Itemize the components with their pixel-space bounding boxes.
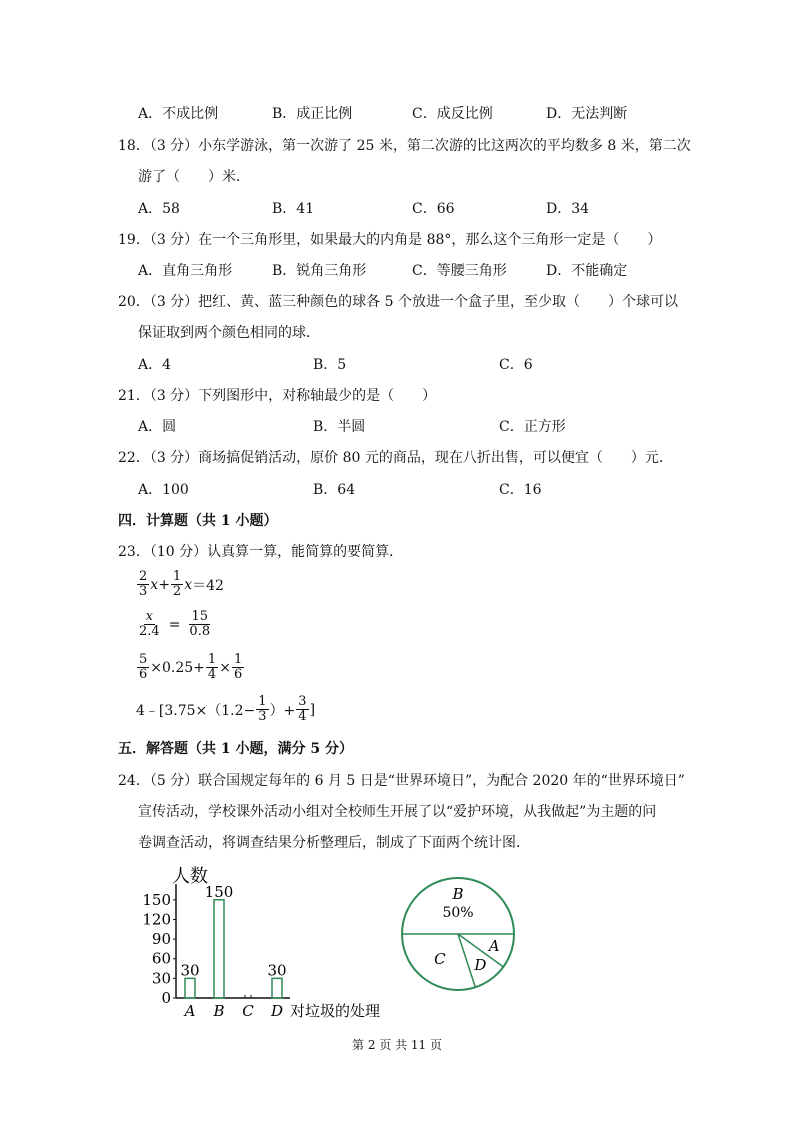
q20-stem-line2: 保证取到两个颜色相同的球． (138, 325, 320, 341)
pie-slice-label: D (474, 955, 487, 974)
fraction (171, 570, 183, 599)
q24-stem-line3: 卷调查活动，将调查结果分析整理后，制成了下面两个统计图． (138, 835, 530, 851)
q22-option-b: B．64 (313, 482, 356, 498)
denominator: 3 (139, 584, 148, 599)
bar (214, 900, 224, 998)
fraction (232, 653, 244, 682)
pie-slice-label: B (452, 885, 464, 904)
denominator: 0.8 (189, 624, 211, 639)
y-tick-label: 30 (151, 969, 171, 988)
numerator: 15 (191, 609, 209, 624)
denominator: 2.4 (139, 624, 160, 639)
section-heading-answer: 五．解答题（共 1 小题，满分 5 分） (118, 741, 353, 757)
fraction (137, 570, 149, 599)
q19-option-b: B．锐角三角形 (272, 263, 367, 279)
q21-option-a: A．圆 (138, 419, 177, 435)
fraction (137, 610, 162, 639)
denominator: 3 (258, 709, 267, 724)
operator: = (168, 616, 181, 633)
numerator: 2 (139, 569, 148, 584)
q18-stem-line1: 18．（3 分）小东学游泳，第一次游了 25 米，第二次游的比这两次的平均数多 8 米，第二次 (118, 138, 691, 154)
q23-expression-4 (136, 695, 315, 724)
pie-slice-label: C (434, 949, 446, 968)
x-tick-label: B (213, 1002, 225, 1020)
y-axis-label: 人数 (172, 866, 208, 887)
fraction (296, 695, 308, 724)
x-axis-label: 对垃圾的处理 (290, 1002, 381, 1020)
bar-value-label: 30 (180, 961, 200, 980)
pie-divider (458, 934, 475, 987)
q23-stem: 23．（10 分）认真算一算，能简算的要简算． (118, 544, 404, 560)
q24-stem-line2: 宣传活动，学校课外活动小组对全校师生开展了以“爱护环境，从我做起”为主题的问 (138, 804, 657, 820)
y-tick-label: 60 (151, 949, 171, 968)
denominator: 2 (172, 584, 182, 599)
fraction (206, 653, 218, 682)
pie-chart (398, 874, 518, 994)
fraction (256, 695, 268, 724)
expression-text: 4﹣[3.75×（1.2− (136, 702, 256, 719)
q20-stem-line1: 20．（3 分）把红、黄、蓝三种颜色的球各 5 个放进一个盒子里，至少取（ ）个球可以 (118, 294, 678, 310)
section-heading-calculation: 四．计算题（共 1 小题） (118, 513, 278, 529)
fraction (137, 653, 149, 682)
bar-chart (138, 862, 398, 1022)
q21-option-c: C．正方形 (499, 419, 566, 435)
q22-option-c: C．16 (499, 482, 542, 498)
q21-option-b: B．半圆 (313, 419, 366, 435)
pie-slice-percent: 50% (442, 905, 474, 922)
numerator: 1 (207, 652, 217, 667)
denominator: 6 (233, 667, 243, 682)
variable-x: x (150, 576, 159, 593)
y-tick-label: 0 (161, 989, 171, 1007)
q18-option-a: A．58 (138, 201, 180, 217)
q18-option-c: C．66 (412, 201, 455, 217)
q17-option-d: D．无法判断 (546, 106, 628, 122)
equation-rhs: ＝42 (192, 577, 224, 594)
numerator: 1 (258, 694, 267, 709)
denominator: 4 (207, 667, 217, 682)
denominator: 4 (298, 709, 307, 724)
numerator: 5 (139, 652, 148, 667)
q23-expression-2 (136, 610, 213, 639)
numerator: 3 (298, 694, 307, 709)
x-tick-label: A (184, 1002, 196, 1020)
operator: ×0.25+ (150, 659, 205, 676)
operator: × (219, 659, 231, 676)
q18-stem-line2: 游了（ ）米． (138, 169, 250, 185)
q24-stem-line1: 24．（5 分）联合国规定每年的 6 月 5 日是“世界环境日”，为配合 2020 年的“世界环境日” (118, 773, 685, 789)
pie-slice-label: A (488, 936, 500, 955)
denominator: 6 (139, 667, 148, 682)
q23-expression-1 (136, 570, 224, 599)
q20-option-c: C．6 (499, 357, 533, 373)
q19-option-d: D．不能确定 (546, 263, 628, 279)
q18-option-d: D．34 (546, 201, 590, 217)
operator: + (158, 576, 170, 593)
q21-stem: 21．（3 分）下列图形中，对称轴最少的是（ ） (118, 388, 437, 404)
expression-text: ）+ (269, 702, 296, 719)
bar-value-label: 30 (267, 961, 287, 980)
q22-option-a: A．100 (138, 482, 189, 498)
q17-option-a: A．不成比例 (138, 106, 219, 122)
q17-option-b: B．成正比例 (272, 106, 353, 122)
numerator: 1 (233, 652, 243, 667)
fraction (187, 610, 212, 639)
bar (185, 978, 195, 998)
y-tick-label: 150 (142, 890, 171, 909)
q19-option-a: A．直角三角形 (138, 263, 233, 279)
q19-option-c: C．等腰三角形 (412, 263, 507, 279)
x-tick-label: D (270, 1002, 284, 1020)
q20-option-b: B．5 (313, 357, 347, 373)
bar (272, 978, 282, 998)
expression-text: ] (309, 701, 316, 718)
page-footer: 第 2 页 共 11 页 (352, 1038, 442, 1052)
y-tick-label: 90 (151, 930, 171, 949)
q17-option-c: C．成反比例 (412, 106, 493, 122)
q23-expression-3 (136, 653, 245, 682)
q18-option-b: B．41 (272, 201, 315, 217)
q19-stem: 19．（3 分）在一个三角形里，如果最大的内角是 88°，那么这个三角形一定是（ ） (118, 232, 662, 248)
numerator: 1 (172, 569, 182, 584)
bar-value-label: 150 (204, 882, 234, 901)
y-tick-label: 120 (142, 910, 171, 929)
q20-option-a: A．4 (138, 357, 172, 373)
x-tick-label: C (242, 1002, 254, 1020)
numerator: x (145, 609, 154, 624)
variable-x: x (184, 576, 193, 593)
q22-stem: 22．（3 分）商场搞促销活动，原价 80 元的商品，现在八折出售，可以便宜（ ）元． (118, 450, 673, 466)
